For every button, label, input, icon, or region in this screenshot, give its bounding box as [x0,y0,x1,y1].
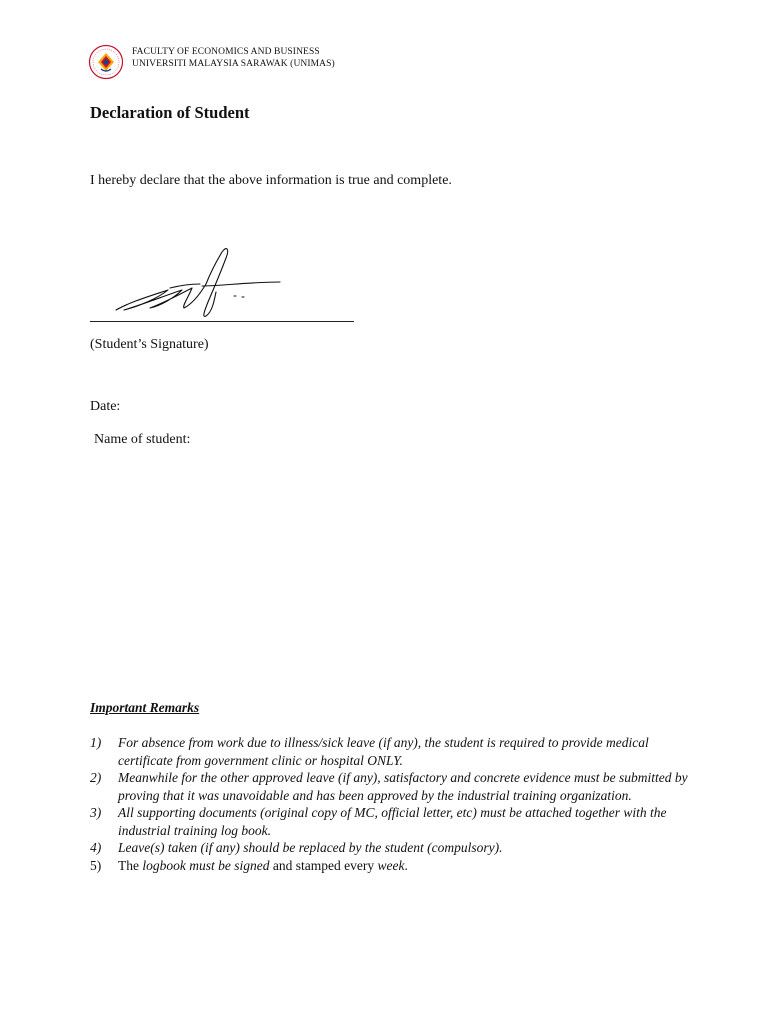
signature-line [90,321,354,322]
remark-text: All supporting documents (original copy of MC, official letter, etc) must be attached together with the industrial training log book. [118,805,667,838]
page-title: Declaration of Student [90,103,250,122]
remark-number: 3) [90,805,102,820]
remark-item [90,857,690,875]
institution-header [132,46,335,70]
university-name: UNIVERSITI MALAYSIA SARAWAK (UNIMAS) [132,59,335,69]
remark-text-part: and stamped every [269,857,378,873]
remark-number: 1) [90,735,102,750]
remark-text-part: The [118,857,143,873]
name-of-student-label: Name of student: [94,432,191,447]
remark-number: 2) [90,770,102,785]
university-seal-icon [88,44,124,80]
remark-number: 4) [90,840,102,855]
signature-label: (Student’s Signature) [90,337,209,352]
remark-item [90,839,690,857]
remark-item [90,769,690,804]
remark-item [90,734,690,769]
remark-text-part: . [404,857,408,873]
student-signature [110,244,290,324]
remark-text-part: week [377,857,405,873]
remark-number: 5) [90,857,102,873]
remark-text: Leave(s) taken (if any) should be replaced by the student (compulsory). [118,840,503,855]
remark-text-part: logbook must be signed [142,857,270,873]
remark-text: Meanwhile for the other approved leave (if any), satisfactory and concrete evidence must be submitted by proving that it was unavoidable and has been approved by the industrial training organization. [118,770,688,803]
remarks-list [90,734,690,874]
remark-text: For absence from work due to illness/sick leave (if any), the student is required to provide medical certificate from government clinic or hospital ONLY. [118,735,649,768]
important-remarks-heading: Important Remarks [90,700,200,715]
date-label: Date: [90,399,121,414]
declaration-statement: I hereby declare that the above information is true and complete. [90,173,452,188]
faculty-name: FACULTY OF ECONOMICS AND BUSINESS [132,47,320,57]
remark-item [90,804,690,839]
